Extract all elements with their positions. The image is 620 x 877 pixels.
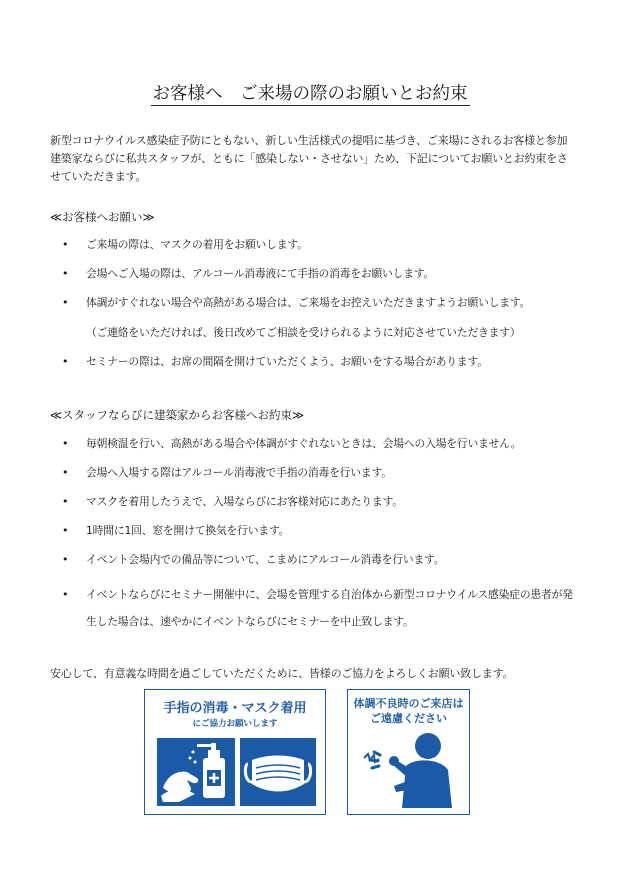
list-item: • 体調がすぐれない場合や高熱がある場合は、ご来場をお控えいただきますようお願いします。 （ご連絡をいただければ、後日改めてご相談を受けられるように対応させていただきます）	[62, 295, 582, 341]
bullet-icon: •	[62, 437, 69, 450]
bullet-icon: •	[62, 588, 69, 601]
list-item: • セミナーの際は、お席の間隔を開けていただくよう、お願いをする場合があります。	[62, 355, 488, 368]
hand-sanitizer-icon	[157, 738, 235, 806]
list-item: • 会場へご入場の際は、アルコール消毒液にて手指の消毒をお願いします。	[62, 267, 435, 280]
bullet-icon: •	[62, 524, 69, 537]
face-mask-icon	[240, 738, 316, 806]
list-item: • イベントならびにセミナー開催中に、会場を管理する自治体から新型コロナウイルス感染症の患者が発生した場合は、速やかにイベントならびにセミナーを中止致します。	[62, 581, 582, 635]
page-title-text: お客様へ ご来場の際のお願いとお約束	[152, 84, 468, 104]
bullet-icon: •	[62, 238, 69, 251]
closing-text: 安心して、有意義な時間を過ごしていただくために、皆様のご協力をよろしくお願い致します。	[50, 667, 514, 680]
list-item: • マスクを着用したうえで、入場ならびにお客様対応にあたります。	[62, 495, 403, 508]
poster1-title: 手指の消毒・マスク着用	[163, 701, 307, 716]
list-item: • イベント会場内での備品等について、こまめにアルコール消毒を行います。	[62, 553, 445, 566]
bullet-icon: •	[62, 296, 69, 309]
list-item: • 会場へ入場する際はアルコール消毒液で手指の消毒を行います。	[62, 466, 392, 479]
bullet-icon: •	[62, 267, 69, 280]
bullet-icon: •	[62, 553, 69, 566]
bullet-icon: •	[62, 355, 69, 368]
section1-note: （ご連絡をいただければ、後日改めてご相談を受けられるように対応させていただきます）	[86, 326, 521, 339]
poster2-title-line1: 体調不良時のご来店は	[353, 697, 464, 710]
coughing-person-icon	[356, 730, 461, 810]
section1-list	[62, 237, 582, 370]
unwell-visitor-poster	[347, 689, 470, 815]
list-item: • 1時間に1回、窓を開けて換気を行います。	[62, 524, 290, 537]
poster2-title	[348, 696, 469, 726]
bullet-icon: •	[62, 495, 69, 508]
page-title	[0, 80, 620, 105]
list-item: • ご来場の際は、マスクの着用をお願いします。	[62, 238, 308, 251]
poster1-subtitle: にご協力お願いします	[192, 719, 278, 729]
section2-list	[62, 436, 582, 635]
poster2-title-line2: ご遠慮ください	[370, 712, 447, 725]
intro-paragraph: 新型コロナウイルス感染症予防にともない、新しい生活様式の提唱に基づき、ご来場にされるお客様と参加建築家ならびに私共スタッフが、ともに「感染しない・させない」ため、下記についてお願いとお約束をさせていただきます。	[50, 134, 568, 183]
bullet-icon: •	[62, 466, 69, 479]
section2-heading: ≪スタッフならびに建築家からお客様へお約束≫	[50, 408, 305, 422]
list-item: • 毎朝検温を行い、高熱がある場合や体調がすぐれないときは、会場への入場を行いません。	[62, 437, 522, 450]
section1-heading: ≪お客様へお願い≫	[50, 210, 155, 224]
sanitize-mask-poster	[144, 689, 326, 815]
